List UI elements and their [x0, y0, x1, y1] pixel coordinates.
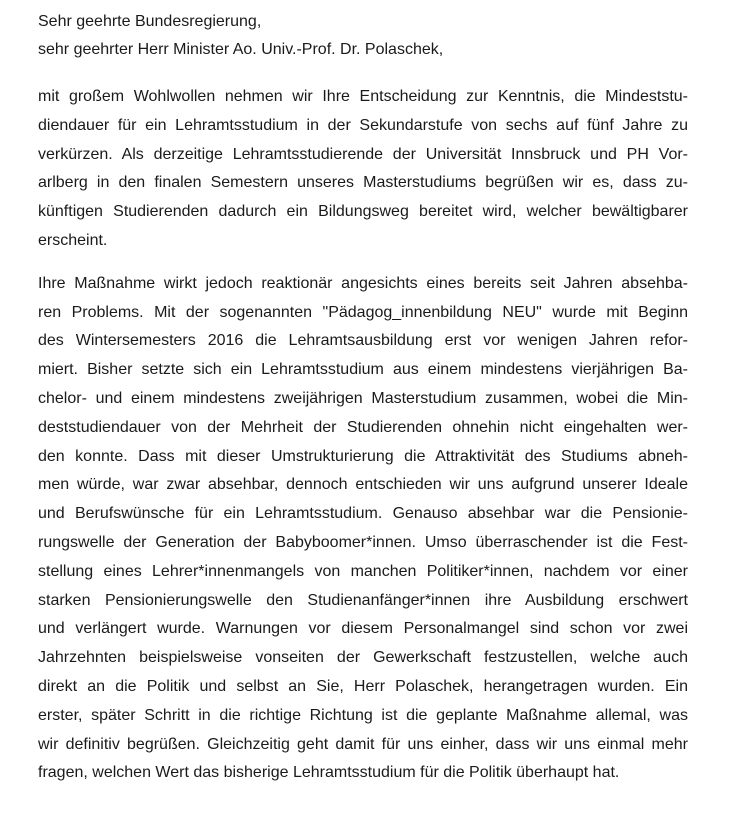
text-line: chelor- und einem mindestens zweijährigen Masterstudium zusammen, wobei die Min- — [38, 389, 688, 407]
paragraph-criticism — [38, 270, 688, 788]
paragraph-decision — [38, 83, 688, 256]
salutation — [38, 8, 688, 64]
text-line: verkürzen. Als derzeitige Lehramtsstudierende der Universität Innsbruck und PH Vor- — [38, 145, 688, 163]
text-line: Ihre Maßnahme wirkt jedoch reaktionär angesichts eines bereits seit Jahren absehba- — [38, 274, 688, 292]
text-line: ren Problems. Mit der sogenannten "Pädagog_innenbildung NEU" wurde mit Beginn — [38, 303, 688, 321]
text-line: des Wintersemesters 2016 die Lehramtsausbildung erst vor wenigen Jahren refor- — [38, 332, 688, 350]
text-line: rungswelle der Generation der Babyboomer*innen. Umso überraschender ist die Fest- — [38, 533, 688, 551]
text-line: künftigen Studierenden dadurch ein Bildungsweg bereitet wird, welcher bewältigbarer — [38, 203, 688, 221]
text-line: men würde, war zwar absehbar, dennoch entschieden wir uns aufgrund unserer Ideale — [38, 476, 688, 494]
text-line: Jahrzehnten beispielsweise vonseiten der Gewerkschaft festzustellen, welche auch — [38, 649, 688, 667]
text-line: deststudiendauer von der Mehrheit der Studierenden ohnehin nicht eingehalten wer- — [38, 418, 688, 436]
text-line: arlberg in den finalen Semestern unseres Masterstudiums begrüßen wir es, dass zu- — [38, 174, 688, 192]
text-line: diendauer für ein Lehramtsstudium in der Sekundarstufe von sechs auf fünf Jahre zu — [38, 116, 688, 134]
text-line: miert. Bisher setzte sich ein Lehramtsstudium aus einem mindestens vierjährigen Ba- — [38, 361, 688, 379]
text-line: erscheint. — [38, 231, 108, 249]
text-line: fragen, welchen Wert das bisherige Lehramtsstudium für die Politik überhaupt hat. — [38, 764, 620, 782]
text-line: starken Pensionierungswelle den Studienanfänger*innen ihre Ausbildung erschwert — [38, 591, 688, 609]
letter-page — [38, 8, 688, 788]
text-line: erster, später Schritt in die richtige Richtung ist die geplante Maßnahme allemal, was — [38, 706, 688, 724]
text-line: direkt an die Politik und selbst an Sie, Herr Polaschek, herangetragen wurden. Ein — [38, 677, 688, 695]
text-line: mit großem Wohlwollen nehmen wir Ihre Entscheidung zur Kenntnis, die Mindeststu- — [38, 88, 688, 105]
text-line: und verlängert wurde. Warnungen vor diesem Personalmangel sind schon vor zwei — [38, 620, 688, 638]
text-line: stellung eines Lehrer*innenmangels von manchen Politiker*innen, nachdem vor einer — [38, 562, 688, 580]
salutation-line: sehr geehrter Herr Minister Ao. Univ.-Prof. Dr. Polaschek, — [38, 41, 444, 58]
salutation-line: Sehr geehrte Bundesregierung, — [38, 13, 262, 30]
text-line: und Berufswünsche für ein Lehramtsstudium. Genauso absehbar war die Pensionie- — [38, 505, 688, 523]
text-line: den konnte. Dass mit dieser Umstrukturierung die Attraktivität des Studiums abneh- — [38, 447, 688, 465]
text-line: wir definitiv begrüßen. Gleichzeitig geht damit für uns einher, dass wir uns einmal mehr — [38, 735, 688, 753]
